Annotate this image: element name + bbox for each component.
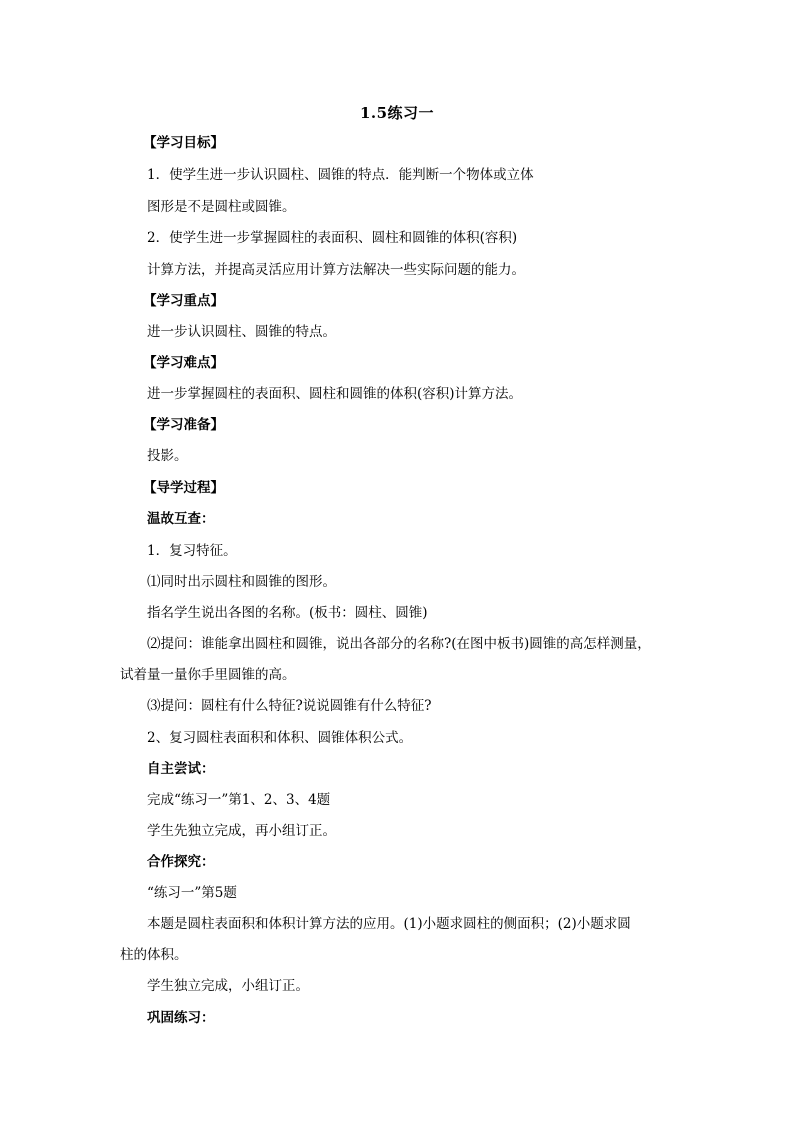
goal-2-line-a: 2．使学生进一步掌握圆柱的表面积、圆柱和圆锥的体积(容积): [147, 230, 518, 246]
consolidate-heading: 巩固练习：: [147, 1010, 215, 1026]
coop-1: “练习一”第5题: [147, 885, 237, 901]
review-1-1b: 指名学生说出各图的名称。(板书：圆柱、圆锥): [147, 605, 428, 621]
coop-heading: 合作探究：: [147, 854, 215, 870]
coop-3: 学生独立完成，小组订正。: [147, 978, 309, 994]
self-2: 学生先独立完成，再小组订正。: [147, 823, 336, 839]
review-heading: 温故互查：: [147, 511, 215, 527]
goals-heading: 【学习目标】: [143, 135, 224, 151]
difficulty-heading: 【学习难点】: [143, 355, 224, 371]
page-title: 1.5练习一: [359, 104, 435, 122]
key-text: 进一步认识圆柱、圆锥的特点。: [147, 324, 336, 340]
coop-2b: 柱的体积。: [120, 947, 188, 963]
goal-1-line-a: 1．使学生进一步认识圆柱、圆锥的特点．能判断一个物体或立体: [147, 167, 534, 183]
review-1: 1．复习特征。: [147, 543, 237, 559]
review-2: 2、复习圆柱表面积和体积、圆锥体积公式。: [147, 730, 413, 746]
goal-2-line-b: 计算方法，并提高灵活应用计算方法解决一些实际问题的能力。: [147, 262, 525, 278]
review-1-2b: 试着量一量你手里圆锥的高。: [120, 667, 296, 683]
self-1: 完成“练习一”第1、2、3、4题: [147, 792, 331, 808]
review-1-3: ⑶提问：圆柱有什么特征?说说圆锥有什么特征?: [147, 698, 432, 714]
prep-heading: 【学习准备】: [143, 417, 224, 433]
difficulty-text: 进一步掌握圆柱的表面积、圆柱和圆锥的体积(容积)计算方法。: [147, 386, 523, 402]
review-1-1: ⑴同时出示圆柱和圆锥的图形。: [147, 574, 336, 590]
coop-2a: 本题是圆柱表面积和体积计算方法的应用。(1)小题求圆柱的侧面积；(2)小题求圆: [147, 916, 631, 932]
key-heading: 【学习重点】: [143, 293, 224, 309]
process-heading: 【导学过程】: [143, 480, 224, 496]
goal-1-line-b: 图形是不是圆柱或圆锥。: [147, 199, 296, 215]
review-1-2a: ⑵提问：谁能拿出圆柱和圆锥，说出各部分的名称?(在图中板书)圆锥的高怎样测量，: [147, 636, 651, 652]
prep-text: 投影。: [147, 448, 188, 464]
self-heading: 自主尝试：: [147, 761, 215, 777]
